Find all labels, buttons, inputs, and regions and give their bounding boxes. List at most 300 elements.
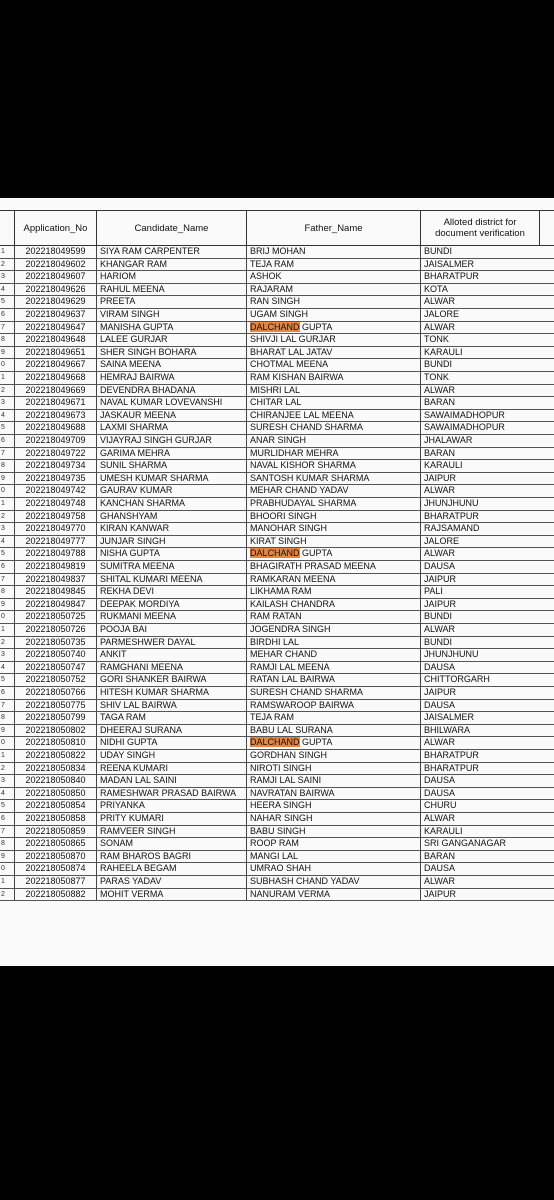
application-no-cell: 202218050877 (14, 876, 96, 888)
highlighted-word: DALCHAND (250, 737, 300, 748)
district-cell: BHARATPUR (420, 271, 540, 283)
candidate-name-cell: DEEPAK MORDIYA (96, 599, 246, 611)
application-no-cell: 202218049788 (14, 548, 96, 560)
father-name-cell: UGAM SINGH (246, 309, 420, 321)
candidate-name-cell: JASKAUR MEENA (96, 410, 246, 422)
father-name-cell: NAHAR SINGH (246, 813, 420, 825)
father-name-cell: BHAGIRATH PRASAD MEENA (246, 561, 420, 573)
table-row (0, 863, 554, 876)
district-cell: BARAN (420, 851, 540, 863)
candidate-name-cell: SUNIL SHARMA (96, 460, 246, 472)
application-no-cell: 202218049602 (14, 259, 96, 271)
table-row (0, 586, 554, 599)
father-name-cell: ASHOK (246, 271, 420, 283)
application-no-cell: 202218050834 (14, 763, 96, 775)
district-cell: TONK (420, 334, 540, 346)
application-no-cell: 202218050747 (14, 662, 96, 674)
district-cell: ALWAR (420, 876, 540, 888)
table-row (0, 422, 554, 435)
table-row (0, 687, 554, 700)
father-name-cell: JOGENDRA SINGH (246, 624, 420, 636)
father-name-cell: MISHRI LAL (246, 385, 420, 397)
district-cell: KARAULI (420, 347, 540, 359)
row-index: 1 (1, 500, 5, 507)
candidate-name-cell: NISHA GUPTA (96, 548, 246, 560)
application-no-cell: 202218049819 (14, 561, 96, 573)
row-index: 2 (1, 512, 5, 520)
table-row (0, 397, 554, 410)
row-index: 0 (1, 739, 5, 747)
application-no-cell: 202218049845 (14, 586, 96, 598)
candidate-name-cell: RAHUL MEENA (96, 284, 246, 296)
district-cell: BHARATPUR (420, 511, 540, 523)
district-cell: ALWAR (420, 548, 540, 560)
district-cell: TONK (420, 372, 540, 384)
district-cell: JAISALMER (420, 259, 540, 271)
candidate-name-cell: MOHIT VERMA (96, 889, 246, 901)
father-name-cell: RAM RATAN (246, 611, 420, 623)
candidate-name-cell: GARIMA MEHRA (96, 448, 246, 460)
table-row (0, 473, 554, 486)
table-row (0, 536, 554, 549)
application-no-cell: 202218049735 (14, 473, 96, 485)
district-cell: KARAULI (420, 826, 540, 838)
application-no-cell: 202218050882 (14, 889, 96, 901)
candidate-name-cell: MANISHA GUPTA (96, 322, 246, 334)
application-no-cell: 202218049709 (14, 435, 96, 447)
table-row (0, 448, 554, 461)
row-index: 6 (1, 689, 5, 696)
candidate-name-cell: RUKMANI MEENA (96, 611, 246, 623)
district-cell: DAUSA (420, 788, 540, 800)
father-name-cell: DALCHAND GUPTA (246, 737, 420, 749)
table-row (0, 435, 554, 448)
table-row (0, 775, 554, 788)
header-candidate-name: Candidate_Name (96, 211, 246, 245)
row-index: 5 (1, 676, 5, 684)
district-cell: BARAN (420, 397, 540, 409)
application-no-cell: 202218050840 (14, 775, 96, 787)
father-name-cell: CHIRANJEE LAL MEENA (246, 410, 420, 422)
father-name-cell: CHITAR LAL (246, 397, 420, 409)
father-name-cell: MURLIDHAR MEHRA (246, 448, 420, 460)
father-name-cell: BABU LAL SURANA (246, 725, 420, 737)
table-row (0, 889, 554, 902)
table-row (0, 737, 554, 750)
row-index: 3 (1, 525, 5, 533)
father-name-cell: RAMKARAN MEENA (246, 574, 420, 586)
candidate-name-cell: ANKIT (96, 649, 246, 661)
father-name-cell: CHOTMAL MEENA (246, 359, 420, 371)
application-no-cell: 202218050740 (14, 649, 96, 661)
candidate-name-cell: GAURAV KUMAR (96, 485, 246, 497)
candidate-name-cell: POOJA BAI (96, 624, 246, 636)
father-name-cell: NAVRATAN BAIRWA (246, 788, 420, 800)
document-sheet[interactable] (0, 198, 554, 966)
candidate-name-cell: DEVENDRA BHADANA (96, 385, 246, 397)
district-cell: JHUNJHUNU (420, 498, 540, 510)
table-row (0, 309, 554, 322)
table-row (0, 359, 554, 372)
district-cell: JAIPUR (420, 599, 540, 611)
row-index: 0 (1, 361, 5, 369)
district-cell: DAUSA (420, 775, 540, 787)
father-name-cell: RAMJI LAL MEENA (246, 662, 420, 674)
row-index: 2 (1, 764, 5, 772)
row-index: 6 (1, 563, 5, 570)
row-index: 4 (1, 285, 5, 293)
district-cell: JAIPUR (420, 687, 540, 699)
row-index: 1 (1, 248, 5, 255)
district-cell: ALWAR (420, 813, 540, 825)
application-no-cell: 202218049607 (14, 271, 96, 283)
table-row (0, 763, 554, 776)
district-cell: KARAULI (420, 460, 540, 472)
candidate-name-cell: PARMESHWER DAYAL (96, 637, 246, 649)
row-index: 5 (1, 550, 5, 558)
row-index: 6 (1, 437, 5, 444)
row-index: 2 (1, 638, 5, 646)
father-name-cell: RATAN LAL BAIRWA (246, 674, 420, 686)
application-no-cell: 202218049688 (14, 422, 96, 434)
application-no-cell: 202218049673 (14, 410, 96, 422)
application-no-cell: 202218050802 (14, 725, 96, 737)
row-index: 6 (1, 311, 5, 318)
father-name-cell: HEERA SINGH (246, 800, 420, 812)
district-cell: DAUSA (420, 863, 540, 875)
candidate-name-cell: PREETA (96, 296, 246, 308)
candidate-name-cell: REENA KUMARI (96, 763, 246, 775)
candidate-name-cell: TAGA RAM (96, 712, 246, 724)
candidate-name-cell: RAMESHWAR PRASAD BAIRWA (96, 788, 246, 800)
district-cell: BHILWARA (420, 725, 540, 737)
district-cell: BUNDI (420, 611, 540, 623)
row-index: 3 (1, 273, 5, 281)
candidate-name-cell: HARIOM (96, 271, 246, 283)
candidate-name-cell: DHEERAJ SURANA (96, 725, 246, 737)
row-index: 5 (1, 802, 5, 810)
row-index: 1 (1, 752, 5, 759)
candidate-name-cell: HEMRAJ BAIRWA (96, 372, 246, 384)
table-row (0, 813, 554, 826)
application-no-cell: 202218049671 (14, 397, 96, 409)
table-row (0, 498, 554, 511)
application-no-cell: 202218050725 (14, 611, 96, 623)
district-cell: ALWAR (420, 737, 540, 749)
candidate-name-cell: KHANGAR RAM (96, 259, 246, 271)
father-name-cell: MEHAR CHAND YADAV (246, 485, 420, 497)
application-no-cell: 202218049770 (14, 523, 96, 535)
candidate-name-cell: LALEE GURJAR (96, 334, 246, 346)
district-cell: ALWAR (420, 296, 540, 308)
table-row (0, 649, 554, 662)
candidate-name-cell: UDAY SINGH (96, 750, 246, 762)
application-no-cell: 202218050799 (14, 712, 96, 724)
application-no-cell: 202218050850 (14, 788, 96, 800)
district-cell: BARAN (420, 448, 540, 460)
application-no-cell: 202218050766 (14, 687, 96, 699)
row-index: 9 (1, 474, 5, 482)
table-row (0, 788, 554, 801)
application-no-cell: 202218049748 (14, 498, 96, 510)
row-index: 4 (1, 789, 5, 797)
row-index: 0 (1, 865, 5, 873)
application-no-cell: 202218049837 (14, 574, 96, 586)
table-row (0, 460, 554, 473)
father-name-cell: PRABHUDAYAL SHARMA (246, 498, 420, 510)
candidate-name-cell: VIRAM SINGH (96, 309, 246, 321)
table-row (0, 611, 554, 624)
application-no-cell: 202218049651 (14, 347, 96, 359)
candidate-name-cell: SUMITRA MEENA (96, 561, 246, 573)
application-no-cell: 202218049669 (14, 385, 96, 397)
district-cell: JAISALMER (420, 712, 540, 724)
candidate-name-cell: VIJAYRAJ SINGH GURJAR (96, 435, 246, 447)
district-cell: KOTA (420, 284, 540, 296)
father-name-cell: NAVAL KISHOR SHARMA (246, 460, 420, 472)
table-row (0, 334, 554, 347)
application-no-cell: 202218049742 (14, 485, 96, 497)
district-cell: RAJSAMAND (420, 523, 540, 535)
father-name-cell: BABU SINGH (246, 826, 420, 838)
father-name-cell: NANURAM VERMA (246, 889, 420, 901)
father-name-cell: NIROTI SINGH (246, 763, 420, 775)
table-row (0, 637, 554, 650)
father-name-cell: RAMJI LAL SAINI (246, 775, 420, 787)
district-cell: BUNDI (420, 246, 540, 258)
table-row (0, 662, 554, 675)
candidate-name-cell: SAINA MEENA (96, 359, 246, 371)
table-row (0, 838, 554, 851)
district-cell: DAUSA (420, 561, 540, 573)
table-row (0, 385, 554, 398)
header-application-no: Application_No (14, 211, 96, 245)
header-father-name: Father_Name (246, 211, 420, 245)
district-cell: ALWAR (420, 624, 540, 636)
father-name-cell: GORDHAN SINGH (246, 750, 420, 762)
highlighted-word: DALCHAND (250, 548, 300, 559)
row-index: 4 (1, 411, 5, 419)
table-row (0, 624, 554, 637)
father-name-cell: DALCHAND GUPTA (246, 322, 420, 334)
header-district: Alloted district for document verification (420, 211, 540, 245)
candidate-name-cell: SHER SINGH BOHARA (96, 347, 246, 359)
application-no-cell: 202218049777 (14, 536, 96, 548)
father-name-cell: BRIJ MOHAN (246, 246, 420, 258)
table-row (0, 259, 554, 272)
candidate-name-cell: PRIYANKA (96, 800, 246, 812)
row-index: 6 (1, 815, 5, 822)
candidate-name-cell: JUNJAR SINGH (96, 536, 246, 548)
application-no-cell: 202218050854 (14, 800, 96, 812)
row-index: 8 (1, 588, 5, 596)
father-name-cell: BHOORI SINGH (246, 511, 420, 523)
candidate-name-cell: RAMGHANI MEENA (96, 662, 246, 674)
father-name-cell: MANGI LAL (246, 851, 420, 863)
row-index: 5 (1, 298, 5, 306)
row-index: 1 (1, 878, 5, 885)
table-row (0, 410, 554, 423)
district-cell: SAWAIMADHOPUR (420, 410, 540, 422)
father-name-cell: KAILASH CHANDRA (246, 599, 420, 611)
father-name-cell: TEJA RAM (246, 259, 420, 271)
candidate-name-cell: GORI SHANKER BAIRWA (96, 674, 246, 686)
table-row (0, 876, 554, 889)
table-row (0, 511, 554, 524)
table-row (0, 851, 554, 864)
father-name-cell: LIKHAMA RAM (246, 586, 420, 598)
table-row (0, 826, 554, 839)
district-cell: DAUSA (420, 662, 540, 674)
table-row (0, 561, 554, 574)
row-index: 7 (1, 701, 5, 709)
row-index: 8 (1, 462, 5, 470)
district-cell: JAIPUR (420, 889, 540, 901)
candidate-name-cell: RAMVEER SINGH (96, 826, 246, 838)
father-name-cell: SUBHASH CHAND YADAV (246, 876, 420, 888)
row-index: 5 (1, 424, 5, 432)
table-row (0, 599, 554, 612)
row-index: 0 (1, 613, 5, 621)
row-index: 7 (1, 449, 5, 457)
table-row (0, 725, 554, 738)
father-name-cell: TEJA RAM (246, 712, 420, 724)
application-no-cell: 202218049668 (14, 372, 96, 384)
row-index: 1 (1, 374, 5, 381)
table-row (0, 674, 554, 687)
district-cell: PALI (420, 586, 540, 598)
row-index: 9 (1, 348, 5, 356)
row-index: 7 (1, 827, 5, 835)
application-no-cell: 202218049722 (14, 448, 96, 460)
candidate-name-cell: UMESH KUMAR SHARMA (96, 473, 246, 485)
father-name-cell: RAJARAM (246, 284, 420, 296)
row-index: 9 (1, 852, 5, 860)
father-name-cell: SURESH CHAND SHARMA (246, 687, 420, 699)
row-index: 3 (1, 777, 5, 785)
row-index: 9 (1, 600, 5, 608)
table-row (0, 296, 554, 309)
district-cell: CHURU (420, 800, 540, 812)
district-cell: BHARATPUR (420, 750, 540, 762)
application-no-cell: 202218049648 (14, 334, 96, 346)
application-no-cell: 202218050865 (14, 838, 96, 850)
row-index: 8 (1, 714, 5, 722)
row-index: 2 (1, 260, 5, 268)
father-name-cell: RAN SINGH (246, 296, 420, 308)
application-no-cell: 202218050859 (14, 826, 96, 838)
application-no-cell: 202218049847 (14, 599, 96, 611)
table-row (0, 800, 554, 813)
father-name-cell: BHARAT LAL JATAV (246, 347, 420, 359)
father-name-cell: ANAR SINGH (246, 435, 420, 447)
candidate-name-cell: SIYA RAM CARPENTER (96, 246, 246, 258)
table-row (0, 322, 554, 335)
father-name-cell: BIRDHI LAL (246, 637, 420, 649)
row-index: 0 (1, 487, 5, 495)
table-row (0, 712, 554, 725)
father-name-cell: RAM KISHAN BAIRWA (246, 372, 420, 384)
row-index: 7 (1, 575, 5, 583)
father-name-cell: ROOP RAM (246, 838, 420, 850)
candidate-name-cell: NAVAL KUMAR LOVEVANSHI (96, 397, 246, 409)
candidate-name-cell: MADAN LAL SAINI (96, 775, 246, 787)
candidate-name-cell: SHITAL KUMARI MEENA (96, 574, 246, 586)
status-bar (0, 0, 554, 24)
application-no-cell: 202218050858 (14, 813, 96, 825)
candidate-name-cell: SONAM (96, 838, 246, 850)
candidate-name-cell: RAM BHAROS BAGRI (96, 851, 246, 863)
candidate-name-cell: GHANSHYAM (96, 511, 246, 523)
application-no-cell: 202218050752 (14, 674, 96, 686)
table-row (0, 284, 554, 297)
row-index: 1 (1, 626, 5, 633)
father-name-cell: SURESH CHAND SHARMA (246, 422, 420, 434)
row-index: 3 (1, 399, 5, 407)
district-cell: JHUNJHUNU (420, 649, 540, 661)
row-index: 7 (1, 323, 5, 331)
district-cell: JALORE (420, 536, 540, 548)
district-cell: DAUSA (420, 700, 540, 712)
father-name-cell: UMRAO SHAH (246, 863, 420, 875)
district-cell: SRI GANGANAGAR (420, 838, 540, 850)
candidate-name-cell: RAHEELA BEGAM (96, 863, 246, 875)
table-row (0, 271, 554, 284)
application-no-cell: 202218049599 (14, 246, 96, 258)
district-cell: JAIPUR (420, 574, 540, 586)
district-cell: ALWAR (420, 385, 540, 397)
application-no-cell: 202218050822 (14, 750, 96, 762)
father-name-cell: MANOHAR SINGH (246, 523, 420, 535)
father-name-cell: SHIVJI LAL GURJAR (246, 334, 420, 346)
application-no-cell: 202218049647 (14, 322, 96, 334)
row-index: 2 (1, 890, 5, 898)
application-no-cell: 202218049758 (14, 511, 96, 523)
candidate-name-cell: HITESH KUMAR SHARMA (96, 687, 246, 699)
father-name-cell: SANTOSH KUMAR SHARMA (246, 473, 420, 485)
district-cell: CHITTORGARH (420, 674, 540, 686)
application-no-cell: 202218049637 (14, 309, 96, 321)
candidate-name-cell: LAXMI SHARMA (96, 422, 246, 434)
table-row (0, 574, 554, 587)
district-cell: ALWAR (420, 485, 540, 497)
table-row (0, 750, 554, 763)
table-row (0, 372, 554, 385)
father-name-cell: MEHAR CHAND (246, 649, 420, 661)
district-cell: JALORE (420, 309, 540, 321)
application-no-cell: 202218049734 (14, 460, 96, 472)
table-row (0, 548, 554, 561)
father-name-cell: RAMSWAROOP BAIRWA (246, 700, 420, 712)
candidate-name-cell: NIDHI GUPTA (96, 737, 246, 749)
candidate-name-cell: PRITY KUMARI (96, 813, 246, 825)
row-index: 2 (1, 386, 5, 394)
highlighted-word: DALCHAND (250, 321, 300, 332)
father-name-cell: KIRAT SINGH (246, 536, 420, 548)
father-name-cell: DALCHAND GUPTA (246, 548, 420, 560)
row-index: 8 (1, 336, 5, 344)
table-row (0, 485, 554, 498)
bottom-bar (0, 1140, 554, 1200)
district-cell: ALWAR (420, 322, 540, 334)
application-no-cell: 202218050735 (14, 637, 96, 649)
district-cell: SAWAIMADHOPUR (420, 422, 540, 434)
table-row (0, 246, 554, 259)
row-index: 8 (1, 840, 5, 848)
application-no-cell: 202218050810 (14, 737, 96, 749)
table-row (0, 347, 554, 360)
candidate-name-cell: SHIV LAL BAIRWA (96, 700, 246, 712)
